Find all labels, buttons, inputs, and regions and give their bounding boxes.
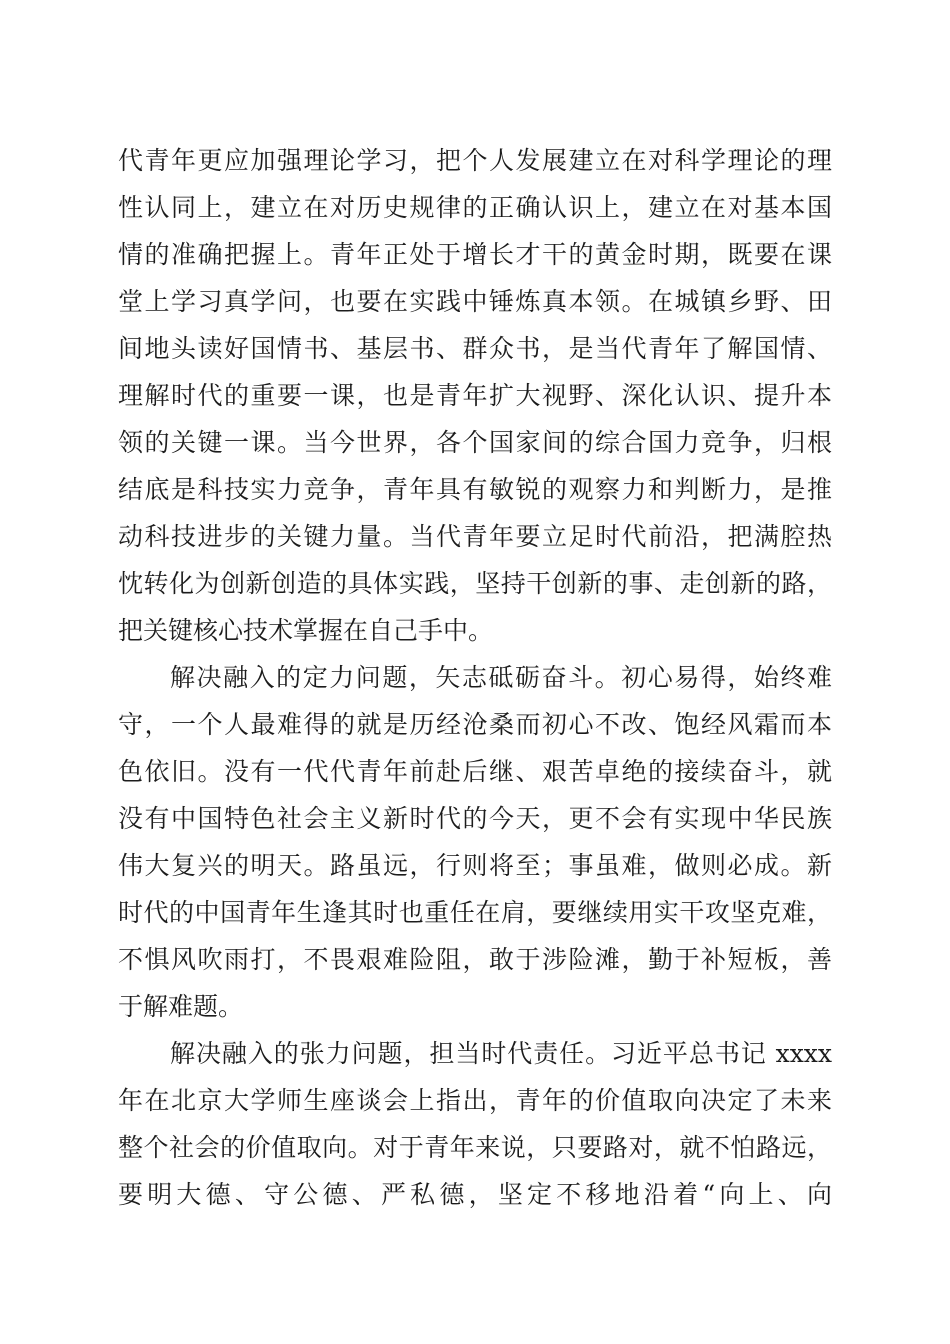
text-line: 解决融入的张力问题，担当时代责任。习近平总书记 xxxx xyxy=(170,1039,832,1068)
text-line: 性认同上，建立在对历史规律的正确认识上，建立在对基本国 xyxy=(118,193,832,222)
text-line: 于解难题。 xyxy=(118,992,244,1021)
text-line: 理解时代的重要一课，也是青年扩大视野、深化认识、提升本 xyxy=(118,381,832,410)
text-line: 代青年更应加强理论学习，把个人发展建立在对科学理论的理 xyxy=(118,146,832,175)
text-line: 忱转化为创新创造的具体实践，坚持干创新的事、走创新的路， xyxy=(118,569,832,598)
text-line: 色依旧。没有一代代青年前赴后继、艰苦卓绝的接续奋斗，就 xyxy=(118,757,832,786)
text-line: 堂上学习真学问，也要在实践中锤炼真本领。在城镇乡野、田 xyxy=(118,287,832,316)
text-line: 时代的中国青年生逢其时也重任在肩，要继续用实干攻坚克难， xyxy=(118,898,832,927)
text-line: 结底是科技实力竞争，青年具有敏锐的观察力和判断力，是推 xyxy=(118,475,832,504)
text-line: 伟大复兴的明天。路虽远，行则将至；事虽难，做则必成。新 xyxy=(118,851,832,880)
text-line: 领的关键一课。当今世界，各个国家间的综合国力竞争，归根 xyxy=(118,428,832,457)
paragraph-3 xyxy=(118,1030,832,1218)
text-line: 不惧风吹雨打，不畏艰难险阻，敢于涉险滩，勤于补短板，善 xyxy=(118,945,832,974)
text-line: 把关键核心技术掌握在自己手中。 xyxy=(118,616,494,645)
paragraph-1 xyxy=(118,137,832,654)
paragraph-2 xyxy=(118,654,832,1030)
text-line: 整个社会的价值取向。对于青年来说，只要路对，就不怕路远， xyxy=(118,1133,832,1162)
text-line: 没有中国特色社会主义新时代的今天，更不会有实现中华民族 xyxy=(118,804,832,833)
text-line: 解决融入的定力问题，矢志砥砺奋斗。初心易得，始终难 xyxy=(170,663,832,692)
text-line: 动科技进步的关键力量。当代青年要立足时代前沿，把满腔热 xyxy=(118,522,832,551)
text-line: 要明大德、守公德、严私德，坚定不移地沿着“向上、向 xyxy=(118,1180,832,1209)
text-line: 年在北京大学师生座谈会上指出，青年的价值取向决定了未来 xyxy=(118,1086,832,1115)
text-line: 守，一个人最难得的就是历经沧桑而初心不改、饱经风霜而本 xyxy=(118,710,832,739)
text-line: 间地头读好国情书、基层书、群众书，是当代青年了解国情、 xyxy=(118,334,832,363)
body-text xyxy=(118,137,832,1218)
text-line: 情的准确把握上。青年正处于增长才干的黄金时期，既要在课 xyxy=(118,240,832,269)
